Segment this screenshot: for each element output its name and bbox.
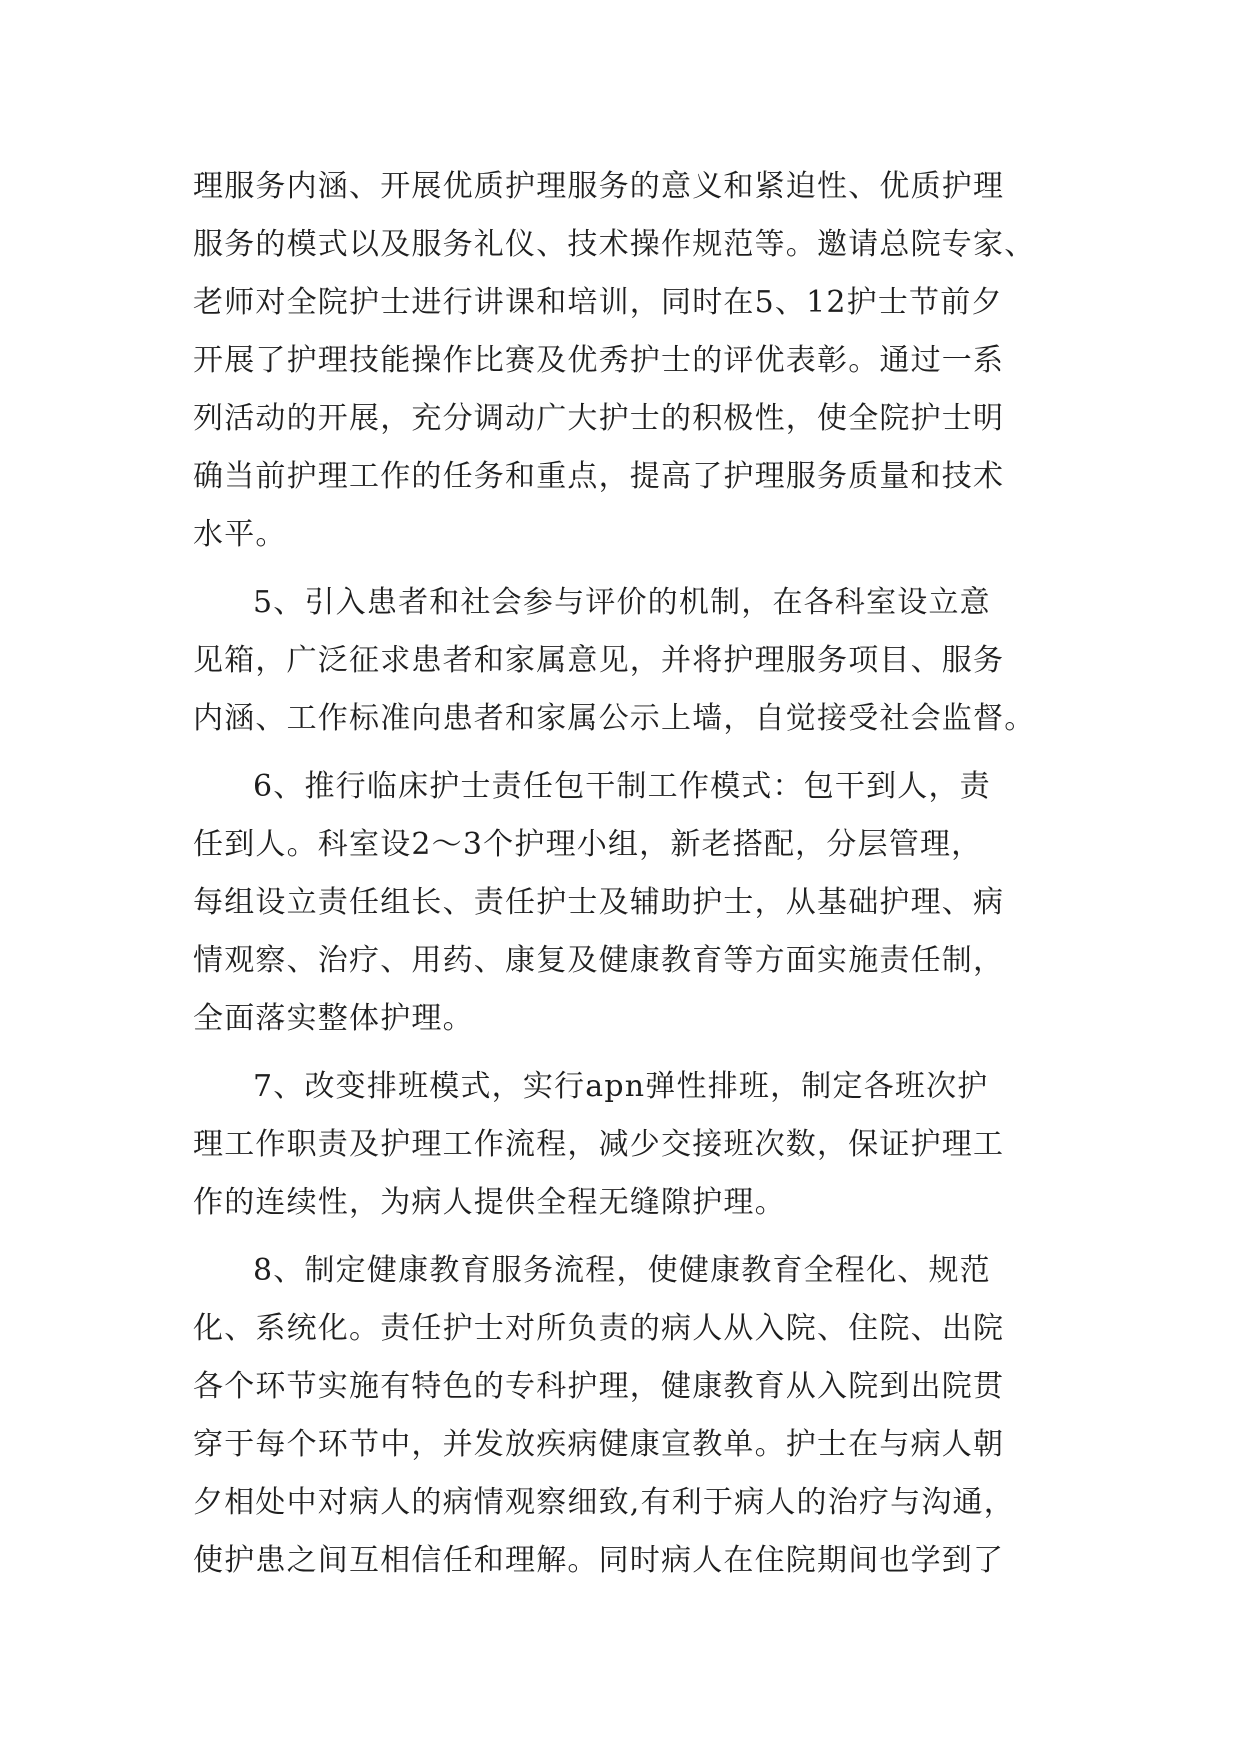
text-line: 情观察、治疗、用药、康复及健康教育等方面实施责任制， (193, 943, 1005, 978)
text-line: 见箱，广泛征求患者和家属意见，并将护理服务项目、服务 (193, 643, 1005, 678)
text-line: 老师对全院护士进行讲课和培训，同时在5、12护士节前夕 (193, 285, 1003, 320)
text-line: 理工作职责及护理工作流程，减少交接班次数，保证护理工 (193, 1127, 1005, 1162)
text-line: 任到人。科室设2～3个护理小组，新老搭配，分层管理， (193, 827, 983, 862)
text-line: 确当前护理工作的任务和重点，提高了护理服务质量和技术 (193, 459, 1005, 494)
paragraph-5-first-line: 5、引入患者和社会参与评价的机制，在各科室设立意 (253, 585, 991, 620)
paragraph-7-first-line: 7、改变排班模式，实行apn弹性排班，制定各班次护 (253, 1069, 989, 1104)
text-line: 每组设立责任组长、责任护士及辅助护士，从基础护理、病 (193, 885, 1005, 920)
text-line: 穿于每个环节中，并发放疾病健康宣教单。护士在与病人朝 (193, 1427, 1005, 1462)
paragraph-8-first-line: 8、制定健康教育服务流程，使健康教育全程化、规范 (253, 1253, 991, 1288)
document-body (193, 158, 1053, 1590)
text-line: 理服务内涵、开展优质护理服务的意义和紧迫性、优质护理 (193, 169, 1005, 204)
text-line: 服务的模式以及服务礼仪、技术操作规范等。邀请总院专家、 (193, 227, 1036, 262)
text-line: 夕相处中对病人的病情观察细致,有利于病人的治疗与沟通， (193, 1485, 1015, 1520)
text-line: 化、系统化。责任护士对所负责的病人从入院、住院、出院 (193, 1311, 1005, 1346)
text-line: 列活动的开展，充分调动广大护士的积极性，使全院护士明 (193, 401, 1005, 436)
paragraph-6-first-line: 6、推行临床护士责任包干制工作模式：包干到人，责 (253, 769, 991, 804)
text-line: 开展了护理技能操作比赛及优秀护士的评优表彰。通过一系 (193, 343, 1005, 378)
text-line: 水平。 (193, 517, 287, 552)
text-line: 内涵、工作标准向患者和家属公示上墙，自觉接受社会监督。 (193, 701, 1036, 736)
text-line: 全面落实整体护理。 (193, 1001, 474, 1036)
text-line: 各个环节实施有特色的专科护理，健康教育从入院到出院贯 (193, 1369, 1005, 1404)
text-line: 作的连续性，为病人提供全程无缝隙护理。 (193, 1185, 786, 1220)
text-line: 使护患之间互相信任和理解。同时病人在住院期间也学到了 (193, 1543, 1005, 1578)
